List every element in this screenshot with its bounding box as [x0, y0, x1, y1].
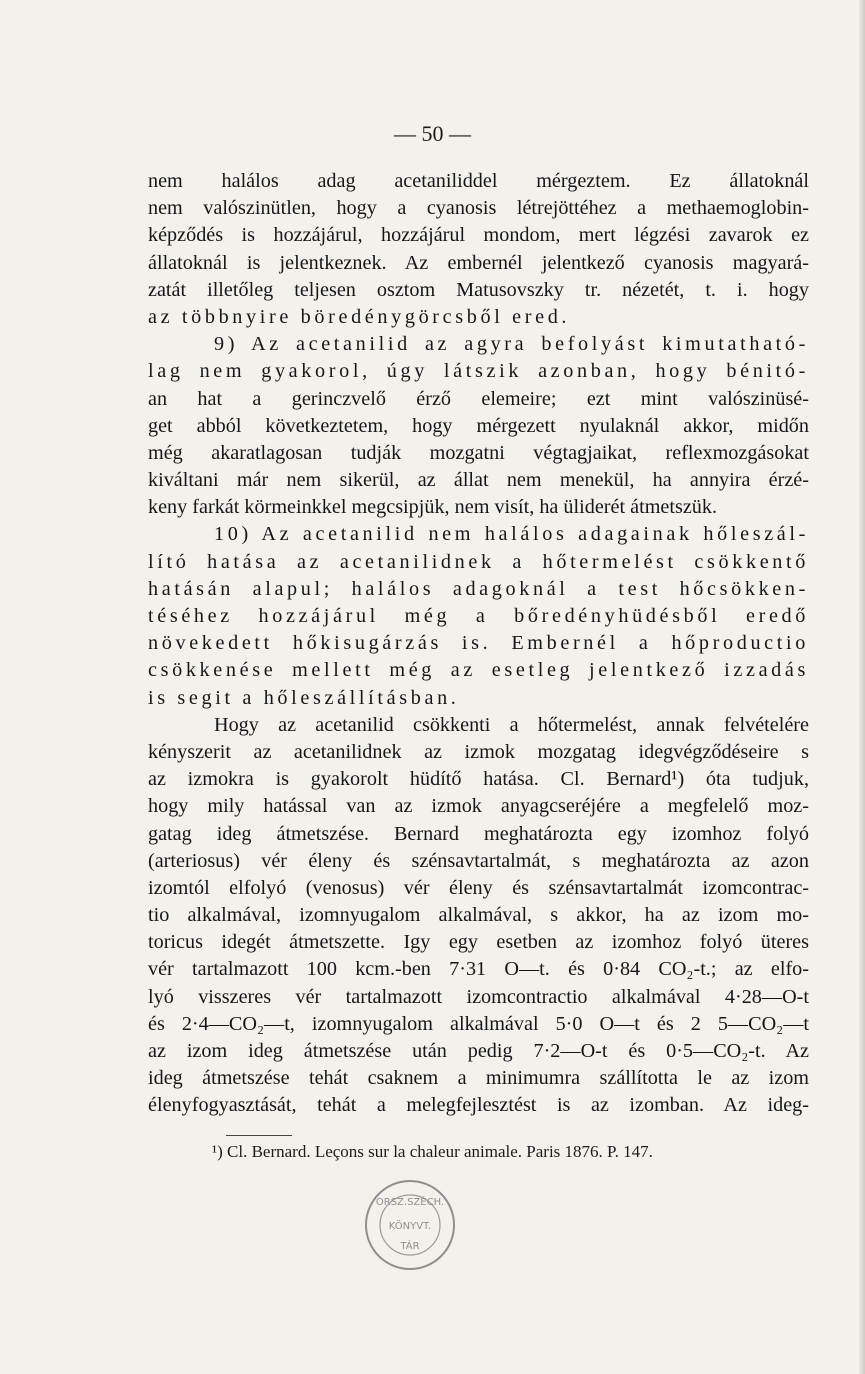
text-line: hatásán alapul; halálos adagoknál a test hőcsökken- — [148, 577, 809, 600]
text-line: képződés is hozzájárul, hozzájárul mondom, mert légzési zavarok ez — [148, 224, 809, 247]
text-line: lag nem gyakorol, úgy látszik azonban, hogy bénitó- — [148, 360, 809, 383]
text-line: tio alkalmával, izomnyugalom alkalmával, s akkor, ha az izom mo- — [148, 904, 809, 927]
text-line: nem halálos adag acetaniliddel mérgeztem. Ez állatoknál — [148, 170, 809, 192]
text-line: (arteriosus) vér éleny és szénsavtartalmát, s meghatározta az azon — [148, 849, 809, 872]
text-line: izomtól elfolyó (venosus) vér éleny és szénsavtartalmát izomcontrac- — [148, 876, 809, 899]
text-line: kényszerit az acetanilidnek az izmok mozgatag idegvégződéseire s — [148, 740, 809, 763]
text-line: nem valószinütlen, hogy a cyanosis létrejöttéhez a methaemoglobin- — [148, 197, 809, 220]
text-line: Hogy az acetanilid csökkenti a hőtermelést, annak felvételére — [214, 713, 809, 736]
text-line: keny farkát körmeinkkel megcsipjük, nem visít, ha üliderét átmetszük. — [148, 496, 718, 519]
body-text — [148, 168, 809, 1120]
text-line: zatát illetőleg teljesen osztom Matusovszky tr. nézetét, t. i. hogy — [148, 278, 809, 301]
stamp-text-bot: TÁR — [400, 1241, 420, 1252]
text-line: csökkenése mellett még az esetleg jelentkező izzadás — [148, 659, 809, 682]
footnote: ¹) Cl. Bernard. Leçons sur la chaleur animale. Paris 1876. P. 147. — [212, 1142, 653, 1161]
text-line: an hat a gerinczvelő érző elemeire; ezt mint valószinüsé- — [148, 387, 809, 410]
text-line: gatag ideg átmetszése. Bernard meghatározta egy izomhoz folyó — [148, 822, 809, 845]
library-stamp — [360, 1175, 460, 1275]
text-line: növekedett hőkisugárzás is. Embernél a hőproductio — [148, 632, 809, 655]
stamp-text-mid: KÖNYVT. — [388, 1221, 432, 1232]
text-line: még akaratlagosan tudják mozgatni végtagjaikat, reflexmozgásokat — [148, 441, 809, 464]
text-line: állatoknál is jelentkeznek. Az embernél jelentkező cyanosis magyará- — [148, 251, 809, 274]
text-line: 9) Az acetanilid az agyra befolyást kimutatható- — [214, 333, 809, 356]
text-line: az izom ideg átmetszése után pedig 7·2—O-t és 0·5—CO₂-t. Az — [148, 1040, 809, 1062]
text-line: is segit a hőleszállításban. — [148, 686, 460, 709]
page-number: — 50 — — [394, 121, 471, 146]
text-line: toricus idegét átmetszette. Igy egy esetben az izomhoz folyó üteres — [148, 931, 809, 954]
text-line: téséhez hozzájárul még a bőredényhüdésből eredő — [148, 605, 809, 627]
footnote-rule — [226, 1135, 292, 1136]
page-edge-shadow — [859, 0, 865, 1374]
text-line: és 2·4—CO₂—t, izomnyugalom alkalmával 5·0 O—t és 2 5—CO₂—t — [148, 1012, 809, 1035]
text-line: lító hatása az acetanilidnek a hőtermelést csökkentő — [148, 550, 809, 573]
text-line: get abból következtetem, hogy mérgezett nyulaknál akkor, midőn — [148, 414, 809, 437]
text-line: ideg átmetszése tehát csaknem a minimumra szállította le az izom — [148, 1067, 809, 1090]
text-line: élenyfogyasztását, tehát a melegfejlesztést is az izomban. Az ideg- — [148, 1094, 809, 1117]
text-line: hogy mily hatással van az izmok anyagcseréjére a megfelelő moz- — [148, 795, 809, 818]
text-line: lyó visszeres vér tartalmazott izomcontractio alkalmával 4·28—O-t — [148, 985, 809, 1008]
text-line: vér tartalmazott 100 kcm.-ben 7·31 O—t. és 0·84 CO₂-t.; az elfo- — [148, 958, 809, 981]
text-line: 10) Az acetanilid nem halálos adagainak hőleszál- — [214, 523, 809, 546]
text-line: kiváltani már nem sikerül, az állat nem menekül, ha annyira érzé- — [148, 469, 809, 492]
text-line: az többnyire böredénygörcsből ered. — [148, 305, 571, 328]
stamp-text-top: ORSZ.SZÉCH. — [375, 1197, 445, 1208]
text-line: az izmokra is gyakorolt hüdítő hatása. Cl. Bernard¹) óta tudjuk, — [148, 768, 809, 791]
